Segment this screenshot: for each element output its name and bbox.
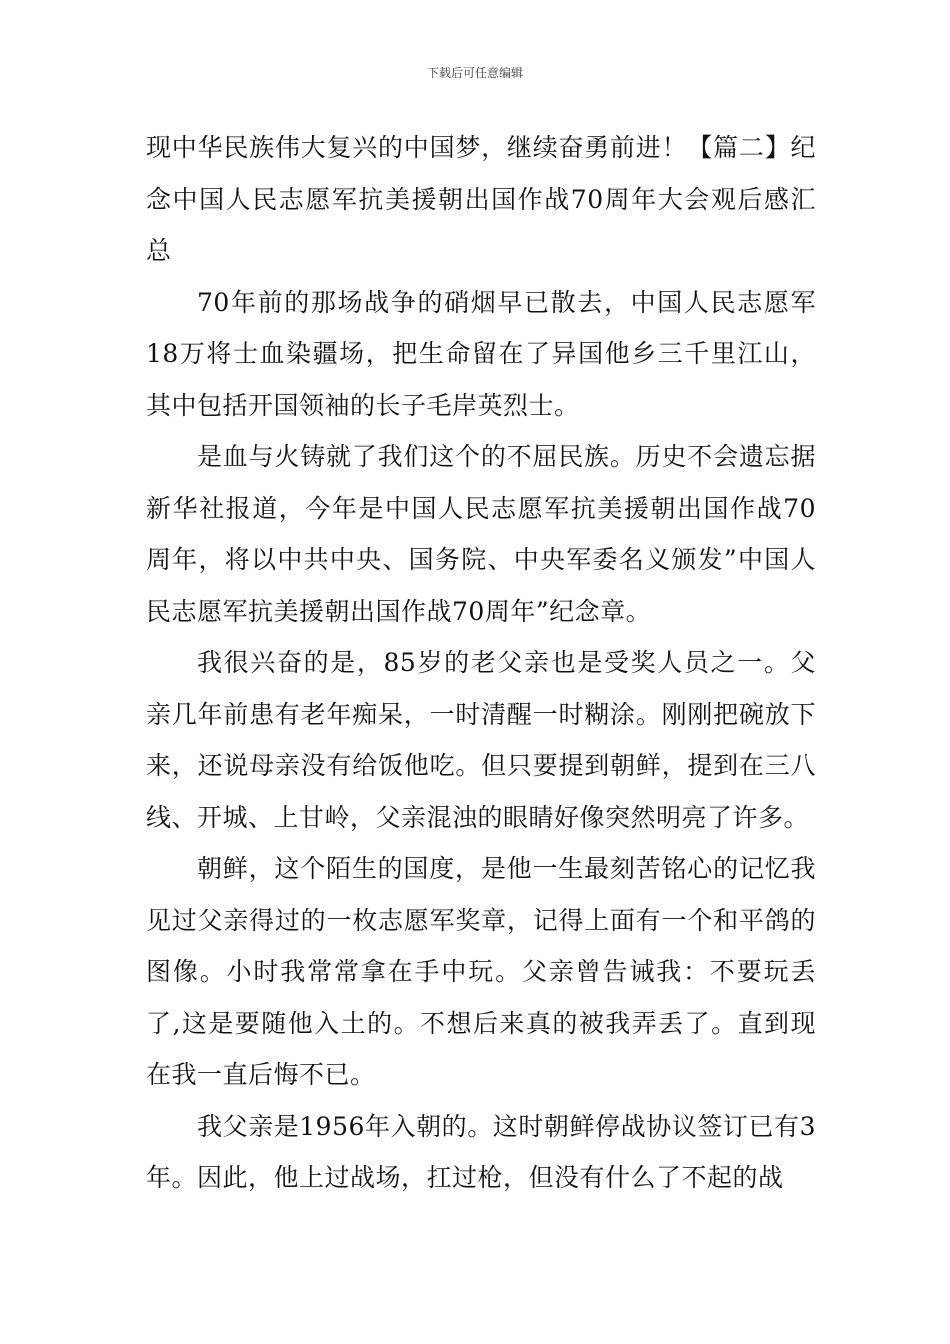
- page-header-note: 下载后可任意编辑: [426, 66, 523, 80]
- paragraph: 70年前的那场战争的硝烟早已散去，中国人民志愿军18万将士血染疆场，把生命留在了异国他乡三千里江山，其中包括开国领袖的长子毛岸英烈士。: [146, 287, 816, 420]
- paragraph: 现中华民族伟大复兴的中国梦，继续奋勇前进！【篇二】纪念中国人民志愿军抗美援朝出国作战70周年大会观后感汇总: [146, 133, 816, 265]
- document-body: [146, 122, 816, 1204]
- paragraph: 是血与火铸就了我们这个的不屈民族。历史不会遗忘据新华社报道，今年是中国人民志愿军抗美援朝出国作战70周年，将以中共中央、国务院、中央军委名义颁发”中国人民志愿军抗美援朝出国作战70周年”纪念章。: [146, 442, 816, 626]
- paragraph: 我父亲是1956年入朝的。这时朝鲜停战协议签订已有3年。因此，他上过战场，扛过枪，但没有什么了不起的战: [146, 1111, 816, 1192]
- paragraph: 我很兴奋的是，85岁的老父亲也是受奖人员之一。父亲几年前患有老年痴呆，一时清醒一时糊涂。刚刚把碗放下来，还说母亲没有给饭他吃。但只要提到朝鲜，提到在三八线、开城、上甘岭，父亲混浊的眼睛好像突然明亮了许多。: [146, 648, 816, 832]
- paragraph: 朝鲜，这个陌生的国度，是他一生最刻苦铭心的记忆我见过父亲得过的一枚志愿军奖章，记得上面有一个和平鸽的图像。小时我常常拿在手中玩。父亲曾告诫我：不要玩丢了,这是要随他入土的。不想后来真的被我弄丢了。直到现在我一直后悔不已。: [146, 854, 816, 1089]
